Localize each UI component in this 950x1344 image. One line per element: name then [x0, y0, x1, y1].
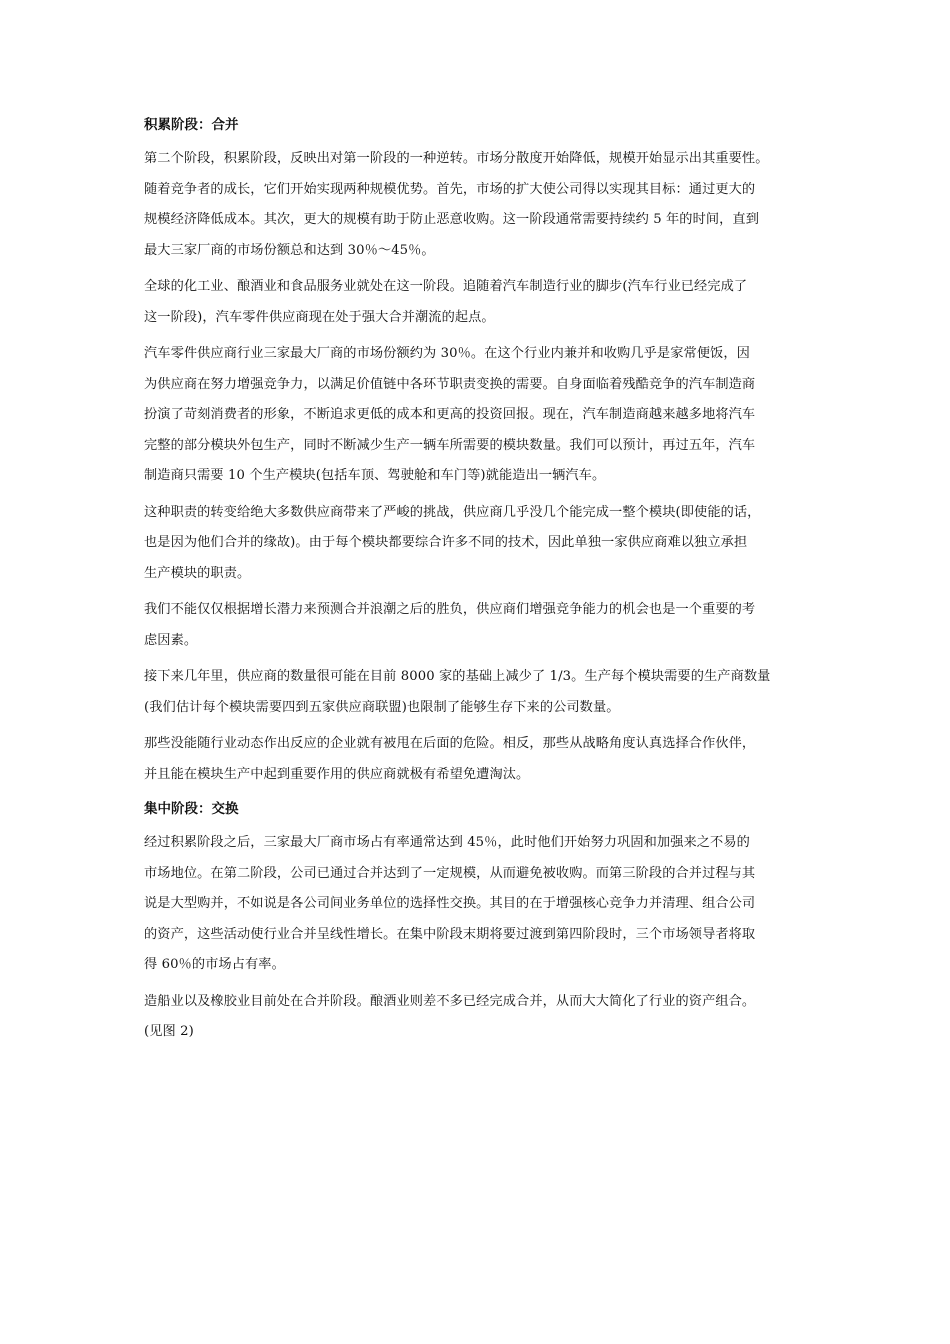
- paragraph-line: 我们不能仅仅根据增长潜力来预测合并浪潮之后的胜负，供应商们增强竞争能力的机会也是一个重要的考: [144, 602, 756, 617]
- paragraph-line: 那些没能随行业动态作出反应的企业就有被甩在后面的危险。相反，那些从战略角度认真选择合作伙伴，: [144, 736, 756, 751]
- paragraph-line: 接下来几年里，供应商的数量很可能在目前 8000 家的基础上减少了 1/3。生产每个模块需要的生产商数量: [144, 669, 771, 684]
- paragraph-line: 随着竞争者的成长，它们开始实现两种规模优势。首先，市场的扩大使公司得以实现其目标：通过更大的: [144, 181, 756, 197]
- paragraph: [144, 662, 824, 723]
- paragraph-line: 的资产，这些活动使行业合并呈线性增长。在集中阶段末期将要过渡到第四阶段时，三个市场领导者将取: [144, 926, 756, 942]
- paragraph-line: 并且能在模块生产中起到重要作用的供应商就极有希望免遭淘汰。: [144, 766, 530, 782]
- paragraph-line: (我们估计每个模块需要四到五家供应商联盟)也限制了能够生存下来的公司数量。: [144, 699, 620, 715]
- paragraph-line: 完整的部分模块外包生产，同时不断减少生产一辆车所需要的模块数量。我们可以预计，再过五年，汽车: [144, 437, 756, 453]
- paragraph-line: 也是因为他们合并的缘故)。由于每个模块都要综合许多不同的技术，因此单独一家供应商难以独立承担: [144, 535, 748, 550]
- paragraph-line: 这种职责的转变给绝大多数供应商带来了严峻的挑战，供应商几乎没几个能完成一整个模块(即使能的话，: [144, 504, 761, 520]
- paragraph: [144, 729, 824, 790]
- paragraph-line: 全球的化工业、酿酒业和食品服务业就处在这一阶段。追随着汽车制造行业的脚步(汽车行业已经完成了: [144, 279, 748, 294]
- paragraph-line: 生产模块的职责。: [144, 565, 251, 581]
- paragraph-line: 虑因素。: [144, 632, 198, 648]
- paragraph: [144, 272, 824, 333]
- paragraph: [144, 339, 824, 492]
- paragraph: [144, 828, 824, 981]
- paragraph-line: 规模经济降低成本。其次，更大的规模有助于防止恶意收购。这一阶段通常需要持续约 5 年的时间，直到: [144, 212, 760, 227]
- paragraph: [144, 498, 824, 590]
- paragraph-line: 造船业以及橡胶业目前处在合并阶段。酿酒业则差不多已经完成合并，从而大大简化了行业的资产组合。: [144, 993, 756, 1009]
- paragraph: [144, 987, 824, 1048]
- paragraph: [144, 144, 824, 266]
- section-heading-concentration: 集中阶段：交换: [144, 801, 239, 817]
- paragraph-line: 制造商只需要 10 个生产模块(包括车顶、驾驶舱和车门等)就能造出一辆汽车。: [144, 468, 606, 483]
- paragraph-line: 为供应商在努力增强竞争力，以满足价值链中各环节职责变换的需要。自身面临着残酷竞争的汽车制造商: [144, 376, 756, 392]
- paragraph-line: 得 60％的市场占有率。: [144, 957, 285, 972]
- paragraph-line: 经过积累阶段之后，三家最大厂商市场占有率通常达到 45％，此时他们开始努力巩固和加强来之不易的: [144, 835, 750, 850]
- document-body: [144, 112, 824, 1054]
- paragraph-line: 说是大型购并，不如说是各公司间业务单位的选择性交换。其目的在于增强核心竞争力并清理、组合公司: [144, 896, 756, 911]
- paragraph-line: 第二个阶段，积累阶段，反映出对第一阶段的一种逆转。市场分散度开始降低，规模开始显示出其重要性。: [144, 151, 769, 166]
- paragraph-line: 最大三家厂商的市场份额总和达到 30％～45％。: [144, 242, 435, 258]
- paragraph-line: 市场地位。在第二阶段，公司已通过合并达到了一定规模，从而避免被收购。而第三阶段的合并过程与其: [144, 865, 756, 881]
- paragraph-line: 汽车零件供应商行业三家最大厂商的市场份额约为 30％。在这个行业内兼并和收购几乎是家常便饭，因: [144, 346, 750, 361]
- section-heading-accumulation: 积累阶段：合并: [144, 117, 239, 133]
- paragraph: [144, 595, 824, 656]
- paragraph-line: (见图 2): [144, 1024, 194, 1039]
- paragraph-line: 扮演了苛刻消费者的形象，不断追求更低的成本和更高的投资回报。现在，汽车制造商越来越多地将汽车: [144, 407, 756, 422]
- paragraph-line: 这一阶段)，汽车零件供应商现在处于强大合并潮流的起点。: [144, 309, 495, 325]
